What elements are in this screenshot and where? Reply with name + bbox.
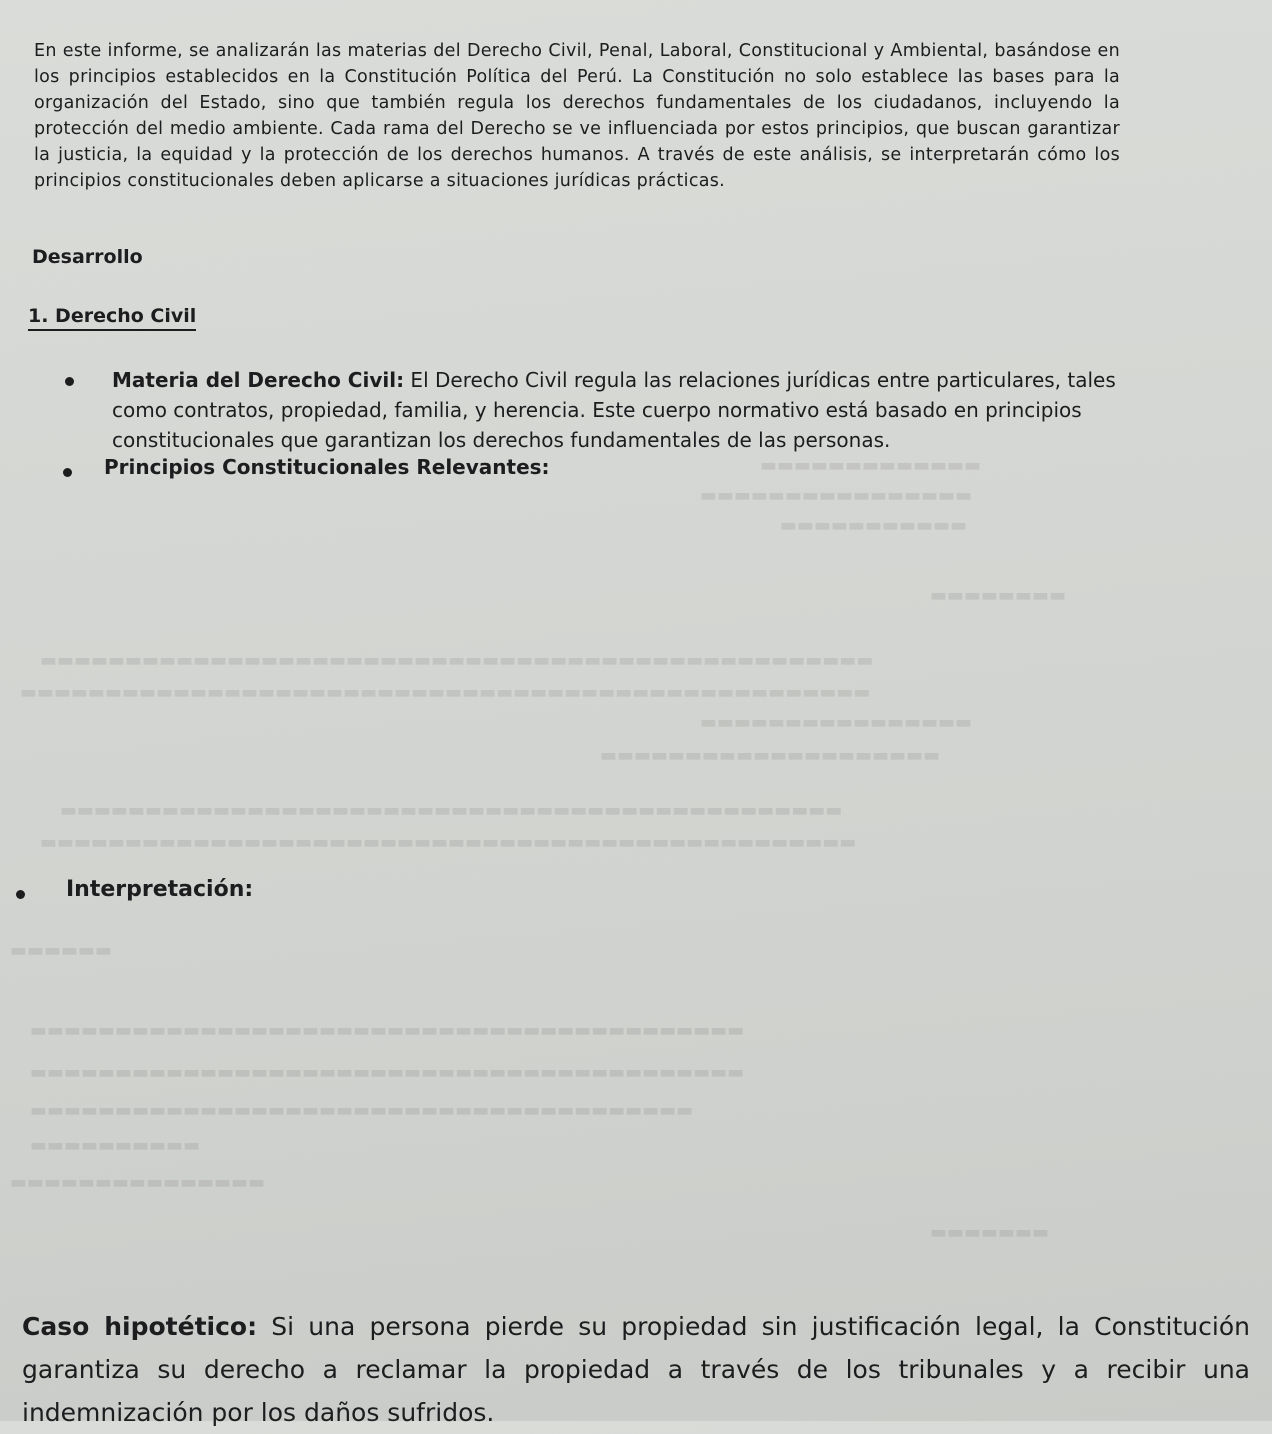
show-through-line: ▬▬▬▬▬▬▬▬▬▬▬ (780, 515, 968, 536)
bullet-interpretacion: Interpretación: (66, 877, 254, 902)
show-through-line: ▬▬▬▬▬▬▬▬▬▬▬▬▬▬▬▬▬▬▬▬▬▬▬▬▬▬▬▬▬▬▬▬▬▬▬▬▬▬▬▬▬▬▬▬▬▬▬▬▬▬ (20, 682, 871, 703)
case-paragraph (22, 1305, 1250, 1434)
bullet-icon (65, 377, 74, 386)
case-heading: Caso hipotético: (22, 1312, 258, 1341)
section-label: Desarrollo (32, 246, 143, 268)
show-through-line: ▬▬▬▬▬▬▬▬▬▬▬▬▬▬▬▬▬▬▬▬▬▬▬▬▬▬▬▬▬▬▬▬▬▬▬▬▬▬▬▬▬▬▬▬▬▬▬▬▬ (40, 650, 874, 671)
bullet-icon (16, 890, 25, 899)
bullet-icon (63, 468, 72, 477)
show-through-line: ▬▬▬▬▬▬▬ (930, 1222, 1050, 1243)
show-through-line: ▬▬▬▬▬▬▬▬▬▬▬▬▬▬▬▬ (700, 712, 973, 733)
show-through-line: ▬▬▬▬▬▬▬▬▬▬▬▬▬▬▬▬▬▬▬▬▬▬▬▬▬▬▬▬▬▬▬▬▬▬▬▬▬▬▬▬▬▬ (30, 1062, 745, 1083)
show-through-line: ▬▬▬▬▬▬▬▬▬▬▬▬▬▬▬▬▬▬▬▬▬▬▬▬▬▬▬▬▬▬▬▬▬▬▬▬▬▬▬▬▬▬▬▬▬▬▬▬ (40, 832, 857, 853)
case-body: Si una persona pierde su propiedad sin justificación legal, la Constitución garantiza su derecho a reclamar la propiedad a través de los tribunales y a recibir una indemnización por los daños sufridos. (22, 1312, 1250, 1427)
bullet-materia (112, 365, 1152, 455)
show-through-line: ▬▬▬▬▬▬▬▬ (930, 585, 1067, 606)
bullet-body: El Derecho Civil regula las relaciones jurídicas entre particulares, tales como contratos, propiedad, familia, y herencia. Este cuerpo normativo está basado en principios constitucionales que garantizan los derechos fundamentales de las personas. (112, 368, 1116, 452)
section-title: 1. Derecho Civil (28, 305, 196, 331)
bullet-principios: Principios Constitucionales Relevantes: (104, 455, 550, 479)
show-through-line: ▬▬▬▬▬▬▬▬▬▬▬▬▬▬▬▬ (700, 485, 973, 506)
bullet-heading: Materia del Derecho Civil: (112, 368, 405, 392)
show-through-line: ▬▬▬▬▬▬ (10, 940, 113, 961)
show-through-line: ▬▬▬▬▬▬▬▬▬▬▬▬▬▬▬▬▬▬▬▬▬▬▬▬▬▬▬▬▬▬▬▬▬▬▬▬▬▬▬ (30, 1100, 694, 1121)
show-through-line: ▬▬▬▬▬▬▬▬▬▬▬▬▬ (760, 455, 982, 476)
show-through-line: ▬▬▬▬▬▬▬▬▬▬▬▬▬▬▬▬▬▬▬▬ (600, 745, 941, 766)
intro-paragraph: En este informe, se analizarán las materias del Derecho Civil, Penal, Laboral, Constitucional y Ambiental, basándose en los principios establecidos en la Constitución Política del Perú. La Constitución no solo establece las bases para la organización del Estado, sino que también regula los derechos fundamentales de los ciudadanos, incluyendo la protección del medio ambiente. Cada rama del Derecho se ve influenciada por estos principios, que buscan garantizar la justicia, la equidad y la protección de los derechos humanos. A través de este análisis, se interpretarán cómo los principios constitucionales deben aplicarse a situaciones jurídicas prácticas. (34, 40, 1120, 191)
show-through-line: ▬▬▬▬▬▬▬▬▬▬▬▬▬▬▬▬▬▬▬▬▬▬▬▬▬▬▬▬▬▬▬▬▬▬▬▬▬▬▬▬▬▬▬▬▬▬ (60, 800, 843, 821)
show-through-line: ▬▬▬▬▬▬▬▬▬▬▬▬▬▬▬ (10, 1172, 266, 1193)
show-through-line: ▬▬▬▬▬▬▬▬▬▬ (30, 1135, 201, 1156)
show-through-line: ▬▬▬▬▬▬▬▬▬▬▬▬▬▬▬▬▬▬▬▬▬▬▬▬▬▬▬▬▬▬▬▬▬▬▬▬▬▬▬▬▬▬ (30, 1020, 745, 1041)
